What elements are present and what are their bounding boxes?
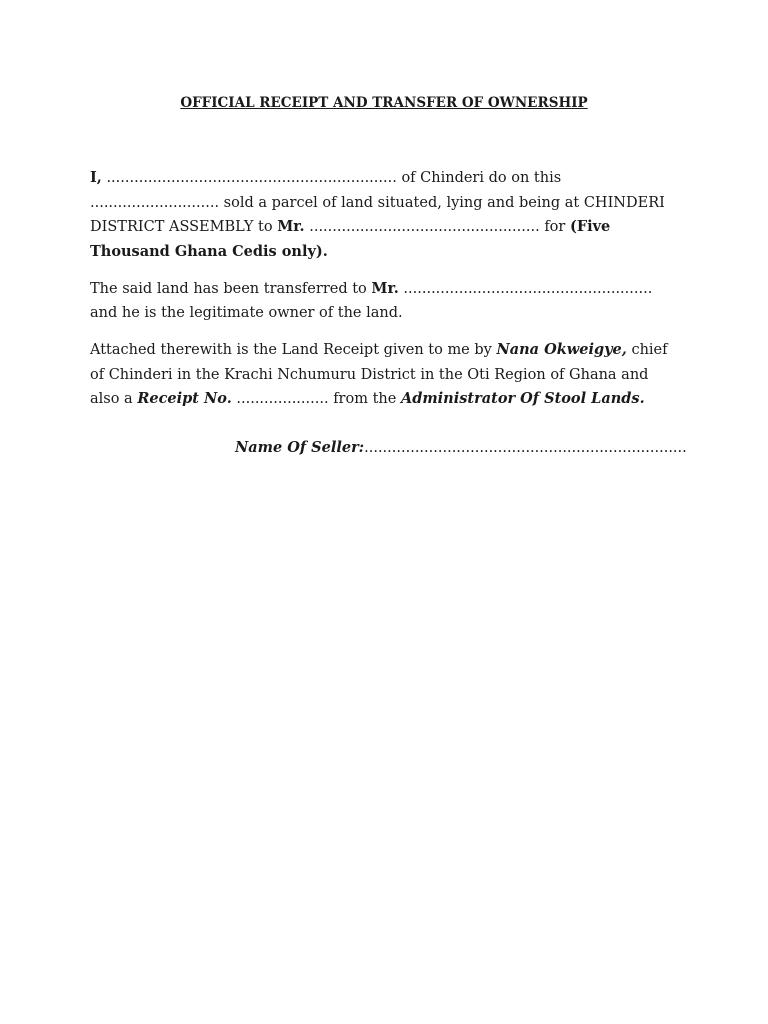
paragraph1-text-c: for <box>544 219 566 235</box>
date-blank: ............................ <box>90 194 220 211</box>
document-body <box>90 166 672 424</box>
document-title: OFFICIAL RECEIPT AND TRANSFER OF OWNERSHIP <box>180 95 588 111</box>
transferee-name-blank: ...................................................... <box>403 280 653 297</box>
paragraph3-text-a: Attached therewith is the Land Receipt given to me by <box>90 342 492 358</box>
paragraph1-text-a: of Chinderi do on this <box>401 170 562 186</box>
seller-name-label: Name Of Seller: <box>235 439 365 456</box>
paragraph2-text-a: The said land has been transferred to <box>90 280 367 297</box>
seller-pronoun: I, <box>90 169 102 186</box>
paragraph-attachment-statement <box>90 338 672 412</box>
paragraph3-text-c: from the <box>333 391 397 407</box>
buyer-title: Mr. <box>277 218 305 235</box>
buyer-name-blank: .................................................. <box>309 219 540 235</box>
receipt-number-label: Receipt No. <box>137 390 232 407</box>
paragraph3-text-b: chief of Chinderi in the Krachi Nchumuru District in the Oti Region of Ghana and also a <box>90 342 668 407</box>
seller-name-blank: ............................................................... <box>106 170 397 186</box>
paragraph2-text-b: and he is the legitimate owner of the land. <box>90 305 403 321</box>
issuing-authority: Administrator Of Stool Lands. <box>400 390 645 407</box>
paragraph-sale-statement <box>90 166 672 264</box>
paragraph-transfer-statement <box>90 277 672 326</box>
seller-signature-line <box>235 436 687 460</box>
seller-name-blank-line: ...................................................................... <box>364 440 687 456</box>
chief-name: Nana Okweigye, <box>496 341 627 358</box>
sale-amount: (Five Thousand Ghana Cedis only). <box>90 218 611 260</box>
paragraph1-text-b: sold a parcel of land situated, lying and being at CHINDERI DISTRICT ASSEMBLY to <box>90 194 665 235</box>
transferee-title: Mr. <box>371 279 399 297</box>
receipt-number-blank: .................... <box>236 391 329 407</box>
